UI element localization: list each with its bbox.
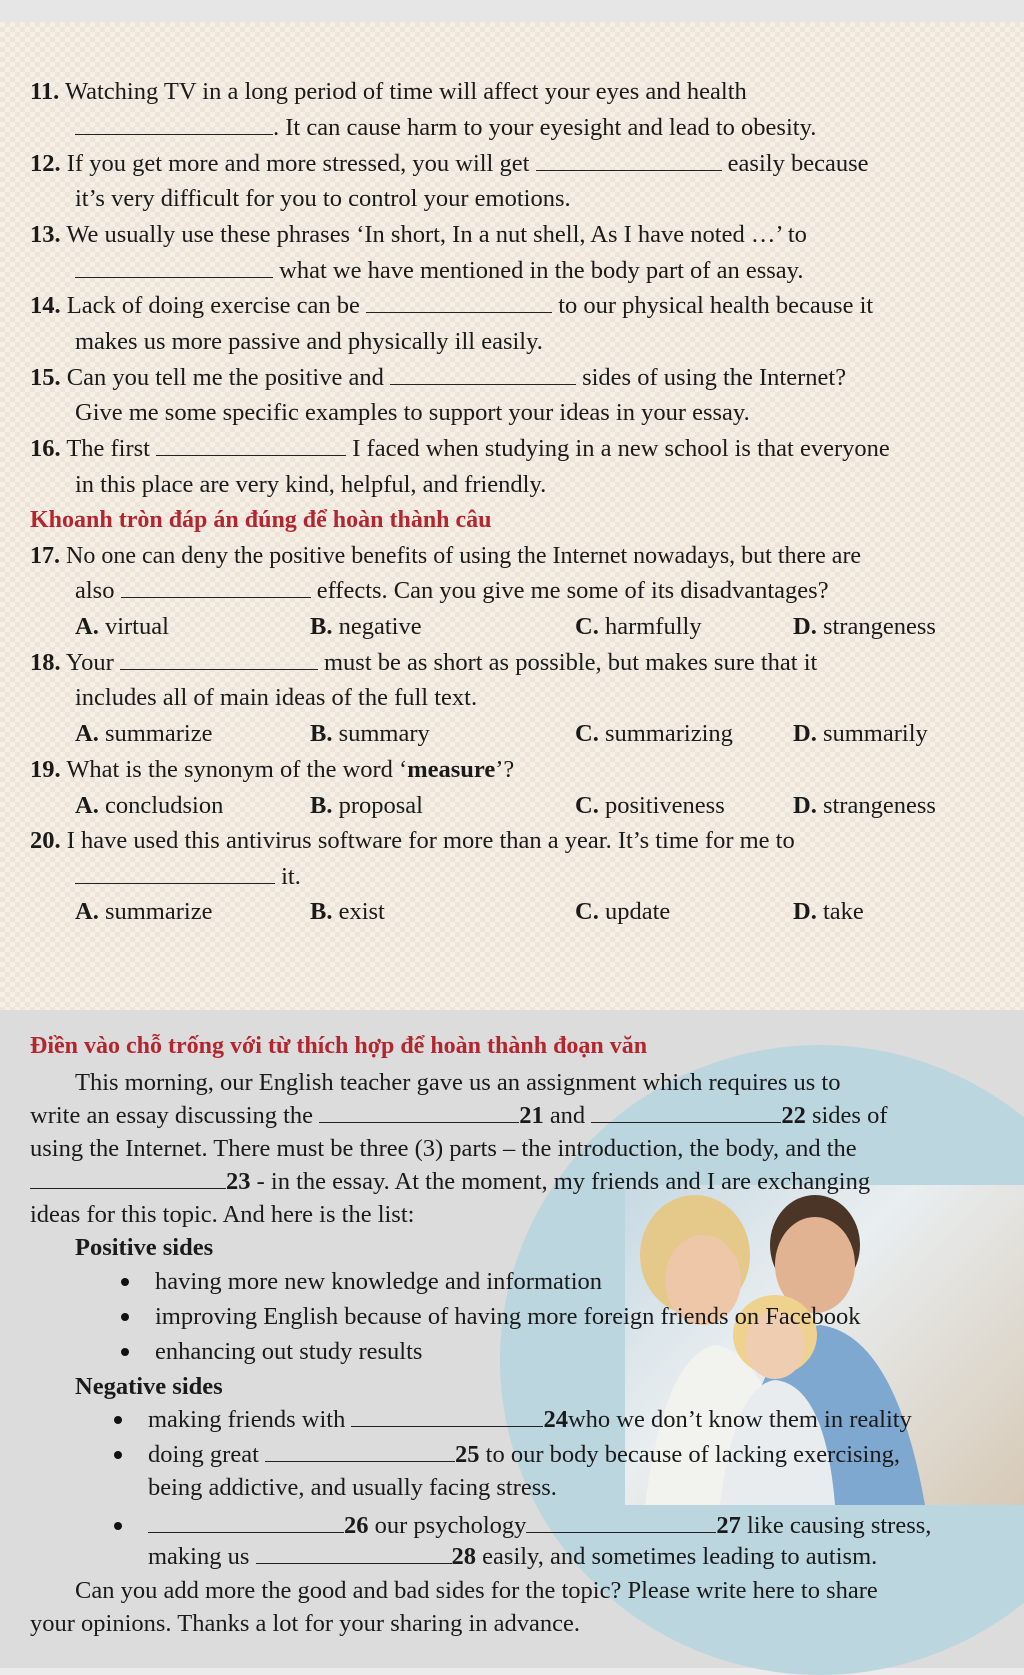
question-14-line2 — [75, 327, 543, 357]
answer-blank[interactable] — [265, 1441, 455, 1462]
option-letter: D. — [793, 720, 817, 747]
question-text: easily because — [727, 150, 869, 177]
option-a[interactable] — [75, 719, 212, 749]
option-text: summarizing — [604, 720, 733, 747]
blank-number: 26 — [344, 1512, 369, 1539]
passage-text: easily, and sometimes leading to autism. — [482, 1543, 878, 1570]
passage-text: who we don’t know them in reality — [567, 1406, 912, 1433]
section-heading-multiple-choice: Khoanh tròn đáp án đúng để hoàn thành câu — [30, 507, 492, 533]
negative-item — [148, 1405, 912, 1435]
question-text: I have used this antivirus software for more than a year. It’s time for me to — [66, 827, 795, 854]
option-text: exist — [338, 898, 385, 925]
question-text: sides of using the Internet? — [582, 364, 847, 391]
option-text: negative — [338, 613, 422, 640]
option-b[interactable] — [310, 719, 430, 749]
question-text: Give me some specific examples to support your ideas in your essay. — [75, 399, 750, 426]
blank-number: 28 — [451, 1543, 477, 1570]
question-text: effects. Can you give me some of its disadvantages? — [316, 577, 829, 604]
question-text: includes all of main ideas of the full text. — [75, 684, 478, 711]
passage-line: ideas for this topic. And here is the list: — [30, 1201, 415, 1228]
positive-item: enhancing out study results — [155, 1338, 423, 1365]
option-text: concludsion — [104, 792, 224, 819]
option-letter: C. — [575, 898, 599, 925]
question-text: it. — [281, 863, 301, 890]
question-text: Can you tell me the positive and — [66, 364, 384, 391]
blank-number: 22 — [781, 1102, 806, 1129]
option-text: strangeness — [822, 792, 936, 819]
question-11-line2 — [75, 113, 816, 143]
question-number: 17. — [30, 543, 60, 569]
section-heading-fill-passage: Điền vào chỗ trống với từ thích hợp để hoàn thành đoạn văn — [30, 1033, 648, 1059]
question-text: it’s very difficult for you to control your emotions. — [75, 185, 571, 212]
question-number: 19. — [30, 756, 61, 783]
option-c[interactable] — [575, 719, 733, 749]
option-a[interactable] — [75, 897, 212, 927]
positive-item: having more new knowledge and information — [155, 1268, 603, 1295]
answer-blank[interactable] — [75, 863, 275, 884]
passage-line: using the Internet. There must be three (3) parts – the introduction, the body, and the — [30, 1135, 857, 1162]
option-text: virtual — [104, 613, 169, 640]
option-text: proposal — [338, 792, 423, 819]
option-letter: C. — [575, 720, 599, 747]
blank-number: 25 — [455, 1441, 480, 1468]
question-17-line1 — [30, 541, 861, 571]
answer-blank[interactable] — [351, 1406, 543, 1427]
option-a[interactable] — [75, 791, 223, 821]
question-text: what we have mentioned in the body part of an essay. — [279, 257, 804, 284]
bullet-icon — [121, 1348, 129, 1356]
answer-blank[interactable] — [148, 1512, 344, 1533]
option-c[interactable] — [575, 791, 725, 821]
question-text: No one can deny the positive benefits of using the Internet nowadays, but there are — [66, 543, 862, 569]
bullet-icon — [121, 1278, 129, 1286]
question-text: also — [75, 577, 115, 604]
answer-blank[interactable] — [30, 1168, 226, 1189]
answer-blank[interactable] — [536, 150, 722, 171]
answer-blank[interactable] — [156, 435, 346, 456]
question-text: Your — [65, 649, 114, 676]
passage-closing-line: your opinions. Thanks a lot for your sharing in advance. — [30, 1610, 581, 1637]
question-number: 20. — [30, 827, 61, 854]
question-14-line1 — [30, 291, 873, 321]
question-text: must be as short as possible, but makes sure that it — [324, 649, 818, 676]
question-number: 12. — [30, 150, 61, 177]
question-text: makes us more passive and physically ill easily. — [75, 328, 543, 355]
question-11-line1 — [30, 77, 747, 107]
passage-closing-line: Can you add more the good and bad sides for the topic? Please write here to share — [75, 1577, 878, 1604]
blank-number: 23 — [226, 1168, 251, 1195]
question-16-line2 — [75, 470, 546, 500]
question-text: If you get more and more stressed, you will get — [66, 150, 530, 177]
option-text: summarize — [104, 898, 213, 925]
option-text: summarily — [822, 720, 928, 747]
answer-blank[interactable] — [526, 1512, 716, 1533]
passage-text: doing great — [148, 1441, 259, 1468]
question-text: Lack of doing exercise can be — [66, 292, 360, 319]
option-text: positiveness — [604, 792, 725, 819]
question-13-line1 — [30, 220, 807, 250]
question-text: in this place are very kind, helpful, and friendly. — [75, 471, 547, 498]
negative-sides-title: Negative sides — [75, 1373, 223, 1400]
option-letter: C. — [575, 792, 599, 819]
option-c[interactable] — [575, 897, 670, 927]
passage-text: like causing stress, — [747, 1512, 932, 1539]
question-text: I faced when studying in a new school is that everyone — [352, 435, 890, 462]
answer-blank[interactable] — [319, 1102, 519, 1123]
answer-blank[interactable] — [75, 114, 273, 135]
option-text: update — [604, 898, 671, 925]
positive-sides-title: Positive sides — [75, 1234, 214, 1261]
question-text: What is the synonym of the word ‘ — [66, 756, 408, 783]
question-number: 18. — [30, 649, 61, 676]
passage-text: to our body because of lacking exercising, — [485, 1441, 900, 1468]
passage-line — [30, 1101, 887, 1131]
option-d[interactable] — [793, 719, 928, 749]
answer-blank[interactable] — [366, 292, 552, 313]
question-13-line2 — [75, 256, 803, 286]
question-number: 15. — [30, 364, 61, 391]
bullet-icon — [114, 1416, 122, 1424]
question-number: 13. — [30, 221, 61, 248]
passage-text: sides of — [811, 1102, 888, 1129]
option-b[interactable] — [310, 791, 423, 821]
option-letter: A. — [75, 613, 99, 640]
passage-text: our psychology — [374, 1512, 527, 1539]
passage-line: This morning, our English teacher gave us an assignment which requires us to — [75, 1069, 841, 1096]
question-12-line2 — [75, 184, 571, 214]
option-letter: B. — [310, 898, 333, 925]
question-text: We usually use these phrases ‘In short, In a nut shell, As I have noted …’ to — [66, 221, 807, 248]
answer-blank[interactable] — [256, 1543, 452, 1564]
question-text: . It can cause harm to your eyesight and lead to obesity. — [273, 114, 817, 141]
option-d[interactable] — [793, 897, 864, 927]
bullet-icon — [121, 1313, 129, 1321]
option-b[interactable] — [310, 897, 385, 927]
option-d[interactable] — [793, 612, 936, 642]
option-c[interactable] — [575, 612, 702, 642]
option-letter: A. — [75, 792, 99, 819]
passage-text: write an essay discussing the — [30, 1102, 314, 1129]
question-15-line2 — [75, 398, 750, 428]
option-letter: D. — [793, 792, 817, 819]
answer-blank[interactable] — [75, 257, 273, 278]
option-letter: B. — [310, 792, 333, 819]
positive-item: improving English because of having more foreign friends on Facebook — [155, 1303, 861, 1330]
option-letter: C. — [575, 613, 599, 640]
option-text: strangeness — [822, 613, 936, 640]
passage-text: making friends with — [148, 1406, 346, 1433]
option-text: harmfully — [604, 613, 702, 640]
bullet-icon — [114, 1522, 122, 1530]
option-letter: B. — [310, 720, 333, 747]
blank-number: 27 — [716, 1512, 741, 1539]
key-word: measure — [407, 756, 496, 783]
option-d[interactable] — [793, 791, 936, 821]
passage-text: making us — [148, 1543, 250, 1570]
option-letter: D. — [793, 898, 817, 925]
negative-item — [148, 1440, 900, 1470]
question-text: Watching TV in a long period of time will affect your eyes and health — [64, 78, 747, 105]
blank-number: 24 — [543, 1406, 568, 1433]
option-text: take — [822, 898, 864, 925]
question-18-line2 — [75, 683, 477, 713]
option-text: summary — [338, 720, 430, 747]
answer-blank[interactable] — [121, 577, 311, 598]
passage-text: - in the essay. At the moment, my friends and I are exchanging — [256, 1168, 871, 1195]
option-letter: A. — [75, 898, 99, 925]
negative-item-cont — [148, 1542, 877, 1572]
bullet-icon — [114, 1451, 122, 1459]
top-band — [0, 0, 1024, 22]
answer-blank[interactable] — [120, 649, 318, 670]
question-text: ’? — [495, 756, 515, 783]
passage-line — [30, 1167, 870, 1197]
question-20-line2 — [75, 862, 301, 892]
question-text: to our physical health because it — [558, 292, 874, 319]
answer-blank[interactable] — [591, 1102, 781, 1123]
option-letter: B. — [310, 613, 333, 640]
question-text: The first — [66, 435, 150, 462]
negative-item — [148, 1511, 931, 1541]
option-letter: D. — [793, 613, 817, 640]
question-16-line1 — [30, 434, 890, 464]
option-b[interactable] — [310, 612, 422, 642]
question-17-line2 — [75, 576, 829, 606]
question-20-line1 — [30, 826, 795, 856]
option-a[interactable] — [75, 612, 169, 642]
question-18-line1 — [30, 648, 817, 678]
question-15-line1 — [30, 363, 846, 393]
blank-number: 21 — [519, 1102, 544, 1129]
question-number: 14. — [30, 292, 61, 319]
negative-item-cont: being addictive, and usually facing stress. — [148, 1474, 557, 1501]
question-12-line1 — [30, 149, 868, 179]
question-number: 16. — [30, 435, 61, 462]
question-19-line1 — [30, 755, 514, 785]
option-text: summarize — [104, 720, 213, 747]
question-number: 11. — [30, 78, 60, 105]
passage-text: and — [549, 1102, 586, 1129]
option-letter: A. — [75, 720, 99, 747]
answer-blank[interactable] — [390, 364, 576, 385]
